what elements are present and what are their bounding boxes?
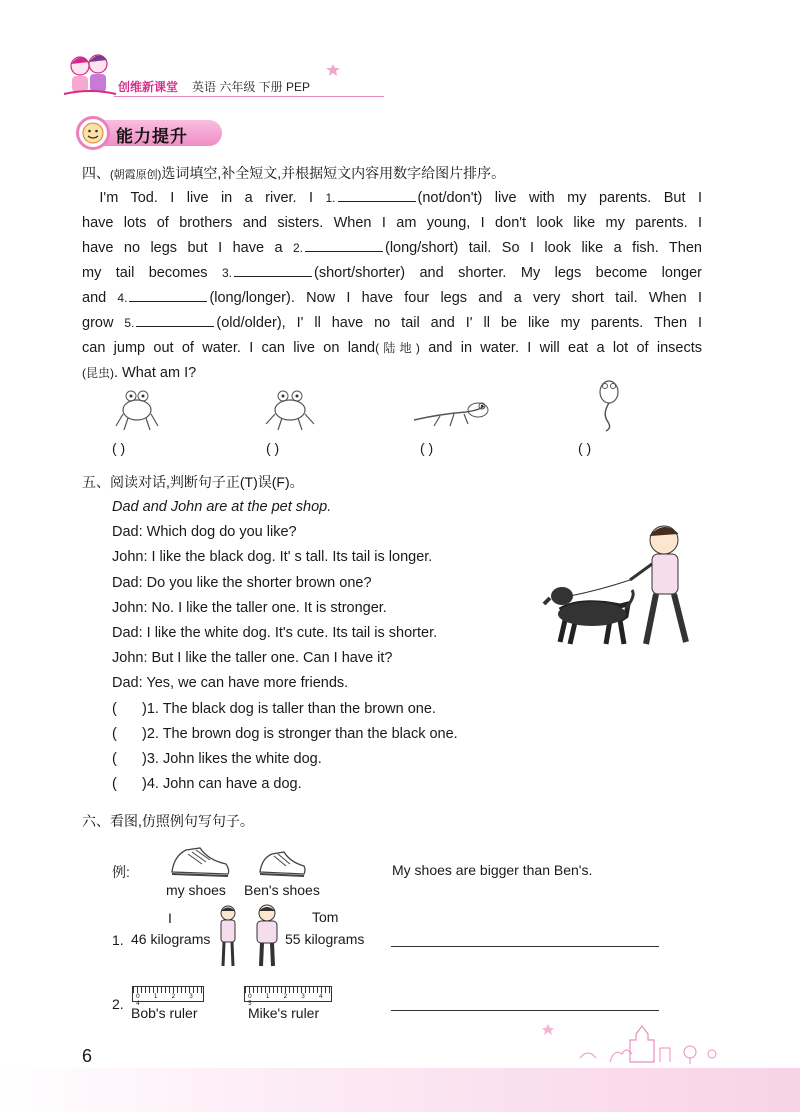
blank-5[interactable]	[136, 313, 214, 327]
answer-line-2[interactable]	[391, 1010, 659, 1011]
smiley-badge-icon	[76, 116, 110, 150]
q5-heading: 五、阅读对话,判断句子正(T)误(F)。	[82, 474, 304, 490]
brand-name: 创维新课堂	[118, 80, 179, 94]
tf-item: ( )2. The brown dog is stronger than the black one.	[112, 722, 458, 747]
boy-walking-dog-icon	[540, 520, 700, 660]
tf-answer-3[interactable]: (	[112, 751, 117, 768]
dialog-line: Dad: I like the white dog. It's cute. Its tail is shorter.	[112, 625, 438, 642]
q6-heading: 六、看图,仿照例句写句子。	[82, 813, 254, 829]
order-answer-1[interactable]: ( )	[112, 440, 126, 456]
mikes-ruler-label: Mike's ruler	[248, 1005, 320, 1021]
passage-line: grow 5. (old/older), I' ll have no tail and I' ll be like my parents. Then I	[82, 315, 702, 331]
example-label: 例:	[112, 864, 130, 880]
blank-2[interactable]	[305, 238, 383, 252]
section-title: 能力提升	[116, 127, 188, 146]
passage-line: have no legs but I have a 2. (long/short) tail. So I look like a fish. Then	[82, 240, 702, 256]
page-header	[62, 50, 402, 100]
adult-frog-icon	[112, 384, 162, 432]
tf-item: ( )1. The black dog is taller than the brown one.	[112, 697, 458, 722]
bobs-ruler-label: Bob's ruler	[131, 1005, 198, 1021]
q4-instruction: 选词填空,补全短文,并根据短文内容用数字给图片排序。	[161, 165, 506, 181]
tom-weight: 55 kilograms	[285, 931, 365, 947]
passage-line: can jump out of water. I can live on land(陆地) and in water. I will eat a lot of insects	[82, 340, 702, 356]
page-number: 6	[82, 1046, 93, 1066]
small-shoes-icon	[256, 846, 308, 880]
blank-3[interactable]	[234, 263, 312, 277]
tadpole-icon	[592, 376, 626, 432]
answer-line-1[interactable]	[391, 946, 659, 947]
dialog-line: Dad: Which dog do you like?	[112, 524, 297, 541]
castle-decoration-icon	[540, 1018, 740, 1068]
tadpole-legs-icon	[410, 396, 494, 432]
boy-tom-icon	[252, 904, 282, 970]
q4-passage	[82, 186, 702, 386]
tf-answer-2[interactable]: (	[112, 725, 117, 742]
bobs-ruler-icon: 0 1 2 3 4	[132, 986, 204, 1002]
passage-line: (昆虫). What am I?	[82, 365, 197, 381]
section-banner	[76, 116, 226, 150]
order-answer-4[interactable]: ( )	[578, 440, 592, 456]
tf-answer-1[interactable]: (	[112, 700, 117, 717]
order-answer-2[interactable]: ( )	[266, 440, 280, 456]
q4-heading	[82, 163, 505, 183]
item-1-number: 1.	[112, 932, 124, 948]
footer-band	[0, 1068, 800, 1112]
star-icon	[326, 64, 340, 76]
dialog-line: John: I like the black dog. It' s tall. Its tail is longer.	[112, 549, 433, 566]
tf-answer-4[interactable]: (	[112, 776, 117, 793]
tf-item: ( )3. John likes the white dog.	[112, 747, 458, 772]
dialog-intro: Dad and John are at the pet shop.	[112, 499, 332, 515]
header-rule	[114, 96, 384, 97]
froglet-icon	[262, 384, 318, 432]
dialog-line: Dad: Yes, we can have more friends.	[112, 675, 349, 692]
dialog-line: Dad: Do you like the shorter brown one?	[112, 574, 372, 591]
boy-i-icon	[216, 904, 240, 970]
book-subject: 英语 六年级 下册 PEP	[192, 80, 311, 94]
dialog-line: John: No. I like the taller one. It is stronger.	[112, 599, 387, 616]
example-sentence: My shoes are bigger than Ben's.	[392, 862, 593, 878]
blank-4[interactable]	[129, 288, 207, 302]
passage-line: my tail becomes 3. (short/shorter) and shorter. My legs become longer	[82, 265, 702, 281]
bens-shoes-label: Ben's shoes	[244, 882, 320, 898]
tom-label: Tom	[312, 909, 339, 925]
mikes-ruler-icon: 0 1 2 3 4 5	[244, 986, 332, 1002]
passage-line: have lots of brothers and sisters. When I am young, I don't look like my parents. I	[82, 215, 702, 231]
my-shoes-label: my shoes	[166, 882, 226, 898]
q5-dialog	[112, 495, 458, 797]
item-2-number: 2.	[112, 996, 124, 1012]
dialog-line: John: But I like the taller one. Can I have it?	[112, 650, 393, 667]
i-weight: 46 kilograms	[131, 931, 211, 947]
i-label: I	[168, 910, 172, 926]
passage-line: I'm Tod. I live in a river. I 1. (not/don't) live with my parents. But I	[99, 190, 702, 206]
kids-mascot-icon	[62, 50, 118, 100]
q4-number: 四、	[82, 165, 110, 181]
q4-source: (朝霞原创)	[110, 169, 162, 181]
passage-line: and 4. (long/longer). Now I have four legs and a very short tail. When I	[82, 290, 702, 306]
tf-item: ( )4. John can have a dog.	[112, 772, 458, 797]
big-shoes-icon	[168, 842, 232, 880]
order-answer-3[interactable]: ( )	[420, 440, 434, 456]
blank-1[interactable]	[338, 188, 416, 202]
